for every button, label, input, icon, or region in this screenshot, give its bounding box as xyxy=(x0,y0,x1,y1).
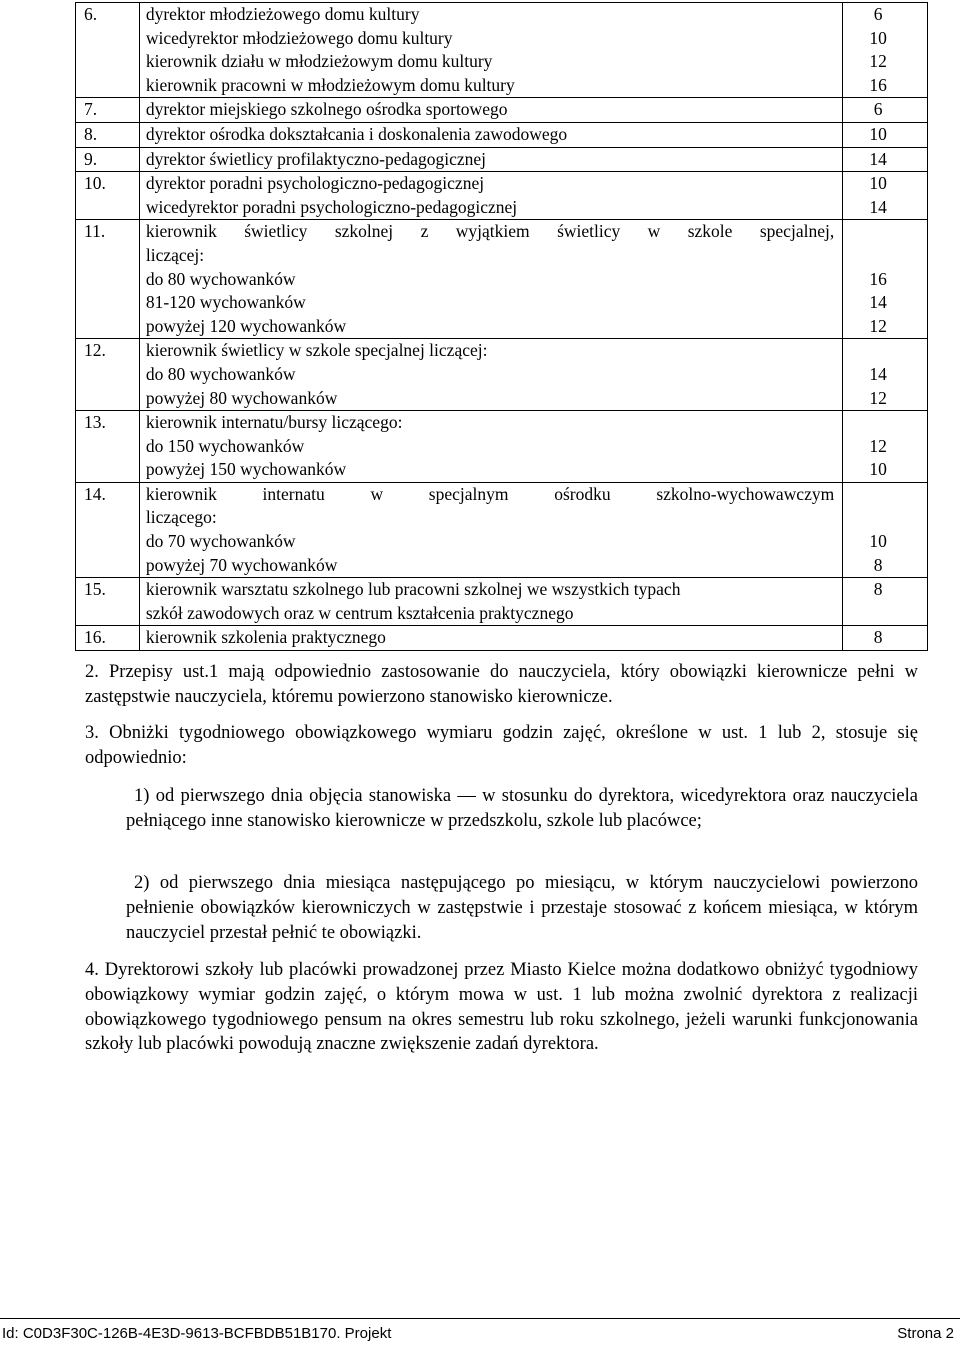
hours-value: 6 xyxy=(873,99,883,120)
table-row xyxy=(76,172,928,220)
table-body xyxy=(76,3,928,651)
position-cell xyxy=(139,578,842,626)
hours-value: 14 xyxy=(869,292,887,313)
hours-value: 12 xyxy=(869,315,887,336)
row-number-text: 16. xyxy=(84,627,106,648)
hours-value: 12 xyxy=(869,387,887,408)
paragraph-2 xyxy=(85,660,918,710)
position-line: do 150 wychowanków xyxy=(145,435,305,456)
position-line: do 80 wychowanków xyxy=(145,268,296,289)
hours-value: 10 xyxy=(869,123,887,144)
hours-value: 14 xyxy=(869,196,887,217)
hours-cell xyxy=(843,339,928,411)
row-number-text: 9. xyxy=(84,148,98,169)
hours-cell xyxy=(843,122,928,147)
position-line: powyżej 150 wychowanków xyxy=(145,459,347,480)
row-number-text: 14. xyxy=(84,483,106,504)
hours-cell xyxy=(843,98,928,123)
hours-value xyxy=(843,602,927,626)
position-line: kierownik pracowni w młodzieżowym domu kultury xyxy=(145,74,515,95)
hours-cell xyxy=(843,578,928,626)
hours-value: 14 xyxy=(869,363,887,384)
position-line: kierownik świetlicy w szkole specjalnej liczącej: xyxy=(145,340,488,361)
hours-value: 10 xyxy=(869,27,887,48)
paragraph-3 xyxy=(85,721,918,771)
table-row xyxy=(76,98,928,123)
position-cell xyxy=(139,220,842,339)
hours-cell xyxy=(843,3,928,98)
hours-value: 10 xyxy=(869,459,887,480)
row-number-text: 6. xyxy=(84,4,98,24)
paragraph-3-item-2 xyxy=(126,871,918,945)
row-number xyxy=(76,147,140,172)
paragraph-4-text: 4. Dyrektorowi szkoły lub placówki prowadzonej przez Miasto Kielce można dodatkowo obniżyć tygodniowy obowiązkowy wymiar godzin zajęć, o którym mowa w ust. 1 lub można zwolnić dyrektora z realizacji obowiązkowego tygodniowego pensum na okres semestru lub roku szkolnego, jeżeli warunki funkcjonowania szkoły lub placówki powodują znaczne zwiększenie zadań dyrektora. xyxy=(85,960,918,1055)
position-line: dyrektor świetlicy profilaktyczno-pedagogicznej xyxy=(145,148,487,169)
hours-cell xyxy=(843,411,928,483)
hours-value: 8 xyxy=(873,627,883,648)
table-row xyxy=(76,626,928,651)
row-number xyxy=(76,626,140,651)
hours-value xyxy=(843,483,927,507)
hours-value: 10 xyxy=(869,531,887,552)
hours-cell xyxy=(843,626,928,651)
position-line: kierownik działu w młodzieżowym domu kultury xyxy=(145,51,493,72)
hours-value xyxy=(843,411,927,435)
reduction-hours-table xyxy=(75,2,928,651)
hours-value: 14 xyxy=(869,148,887,169)
position-line: powyżej 70 wychowanków xyxy=(145,554,338,575)
table-row xyxy=(76,578,928,626)
paragraph-3-item-2-text: 2) od pierwszego dnia miesiąca następującego po miesiącu, w którym nauczycielowi powierzono pełnienie obowiązków kierowniczych w zastępstwie i przestaje stosować z końcem miesiąca, w którym nauczyciel przestał pełnić te obowiązki. xyxy=(126,873,918,943)
paragraph-3-item-1-text: 1) od pierwszego dnia objęcia stanowiska — w stosunku do dyrektora, wicedyrektora oraz nauczyciela pełniącego inne stanowisko kierownicze w przedszkolu, szkole lub placówce; xyxy=(126,786,918,831)
table-row xyxy=(76,220,928,339)
position-cell xyxy=(139,172,842,220)
position-cell xyxy=(139,147,842,172)
row-number-text: 11. xyxy=(84,221,106,242)
hours-cell xyxy=(843,482,928,577)
position-cell xyxy=(139,122,842,147)
paragraph-4 xyxy=(85,958,918,1057)
row-number-text: 8. xyxy=(84,123,98,144)
hours-cell xyxy=(843,172,928,220)
row-number xyxy=(76,339,140,411)
position-line: szkół zawodowych oraz w centrum kształcenia praktycznego xyxy=(145,602,574,623)
position-line: kierownik internatu w specjalnym ośrodku szkolno-wychowawczym xyxy=(145,483,835,504)
table-row xyxy=(76,3,928,98)
table-row xyxy=(76,411,928,483)
row-number xyxy=(76,122,140,147)
position-cell xyxy=(139,626,842,651)
hours-value: 16 xyxy=(869,268,887,289)
position-line: do 80 wychowanków xyxy=(145,363,296,384)
footer-divider xyxy=(0,1318,960,1319)
position-line: dyrektor miejskiego szkolnego ośrodka sportowego xyxy=(145,99,508,120)
position-cell xyxy=(139,3,842,98)
position-line: do 70 wychowanków xyxy=(145,531,296,552)
hours-value xyxy=(843,339,927,363)
paragraph-2-text: 2. Przepisy ust.1 mają odpowiednio zastosowanie do nauczyciela, który obowiązki kierownicze pełni w zastępstwie nauczyciela, któremu powierzono stanowisko kierownicze. xyxy=(85,662,918,707)
position-line: liczącej: xyxy=(145,244,205,265)
row-number xyxy=(76,578,140,626)
row-number xyxy=(76,220,140,339)
table-row xyxy=(76,482,928,577)
row-number-text: 15. xyxy=(84,579,106,600)
hours-value xyxy=(843,244,927,268)
position-cell xyxy=(139,411,842,483)
footer-document-id: Id: C0D3F30C-126B-4E3D-9613-BCFBDB51B170. Projekt xyxy=(2,1325,392,1342)
hours-value xyxy=(843,506,927,530)
position-line: liczącego: xyxy=(145,507,217,528)
hours-value: 16 xyxy=(869,74,887,95)
position-line: dyrektor młodzieżowego domu kultury xyxy=(145,4,420,24)
position-line: 81-120 wychowanków xyxy=(145,292,306,313)
footer-page-number: Strona 2 xyxy=(897,1325,954,1342)
row-number-text: 10. xyxy=(84,173,106,194)
position-line: kierownik warsztatu szkolnego lub pracowni szkolnej we wszystkich typach xyxy=(145,579,681,600)
position-line: wicedyrektor młodzieżowego domu kultury xyxy=(145,27,453,48)
row-number-text: 12. xyxy=(84,340,106,361)
paragraph-3-item-1 xyxy=(126,784,918,834)
hours-cell xyxy=(843,220,928,339)
position-line: kierownik internatu/bursy liczącego: xyxy=(145,412,403,433)
row-number xyxy=(76,411,140,483)
hours-value: 8 xyxy=(873,554,883,575)
row-number xyxy=(76,98,140,123)
position-line: kierownik szkolenia praktycznego xyxy=(145,627,386,648)
hours-value xyxy=(843,220,927,244)
position-cell xyxy=(139,339,842,411)
position-line: dyrektor ośrodka dokształcania i doskonalenia zawodowego xyxy=(145,123,568,144)
row-number xyxy=(76,3,140,98)
position-line: dyrektor poradni psychologiczno-pedagogicznej xyxy=(145,173,485,194)
hours-cell xyxy=(843,147,928,172)
row-number xyxy=(76,172,140,220)
row-number-text: 7. xyxy=(84,99,98,120)
row-number xyxy=(76,482,140,577)
hours-value: 12 xyxy=(869,435,887,456)
paragraph-3-text: 3. Obniżki tygodniowego obowiązkowego wymiaru godzin zajęć, określone w ust. 1 lub 2, stosuje się odpowiednio: xyxy=(85,723,918,768)
hours-value: 8 xyxy=(873,579,883,600)
row-number-text: 13. xyxy=(84,412,106,433)
hours-value: 12 xyxy=(869,51,887,72)
table-row xyxy=(76,147,928,172)
position-line: powyżej 120 wychowanków xyxy=(145,315,347,336)
position-line: powyżej 80 wychowanków xyxy=(145,387,338,408)
hours-value: 10 xyxy=(869,173,887,194)
position-cell xyxy=(139,98,842,123)
position-line: kierownik świetlicy szkolnej z wyjątkiem świetlicy w szkole specjalnej, xyxy=(145,221,835,242)
table-row xyxy=(76,339,928,411)
position-cell xyxy=(139,482,842,577)
table-row xyxy=(76,122,928,147)
position-line: wicedyrektor poradni psychologiczno-pedagogicznej xyxy=(145,196,518,217)
hours-value: 6 xyxy=(873,4,883,24)
